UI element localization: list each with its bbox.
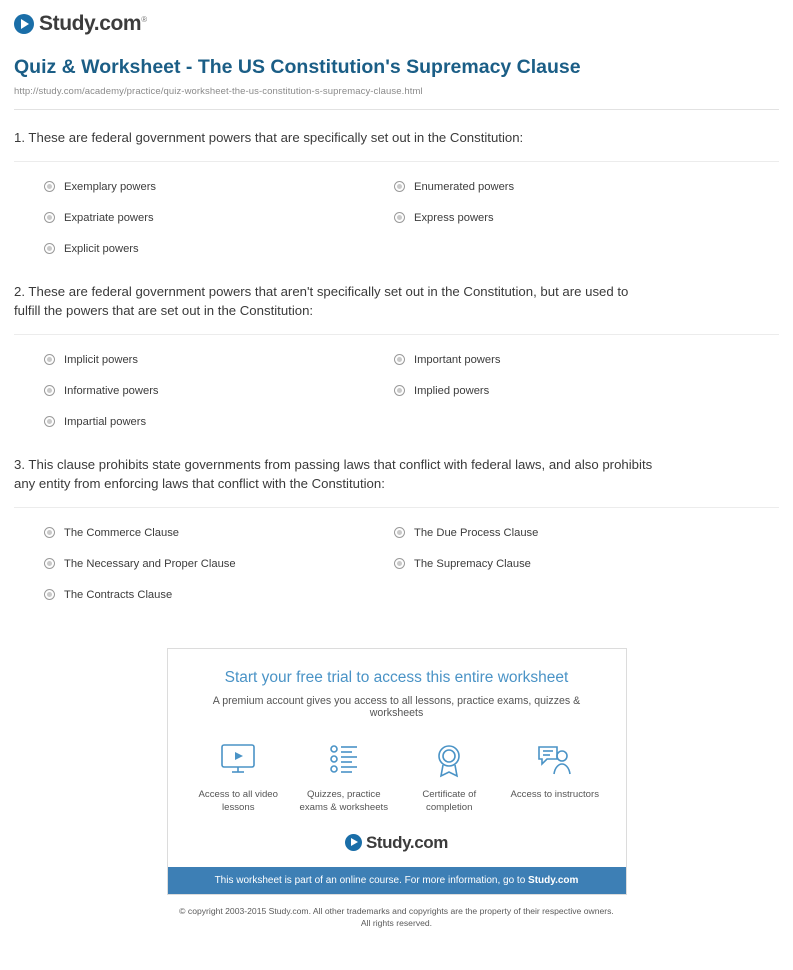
answer-option-label: The Commerce Clause xyxy=(64,527,180,540)
radio-button-icon[interactable] xyxy=(394,527,405,538)
answer-option-label: Implicit powers xyxy=(64,354,138,367)
answer-option-label: Impartial powers xyxy=(64,415,147,428)
promo-perks xyxy=(186,739,608,815)
question-divider xyxy=(14,334,779,335)
copyright-line-2: All rights reserved. xyxy=(360,918,433,929)
answer-options xyxy=(14,172,779,264)
site-logo-text: Study.com® xyxy=(39,12,147,35)
promo-subtitle: A premium account gives you access to all lessons, practice exams, quizzes & worksheets xyxy=(212,695,581,720)
perk-label: Quizzes, practice exams & worksheets xyxy=(299,789,388,814)
answer-option-label: The Contracts Clause xyxy=(64,588,173,601)
radio-button-icon[interactable] xyxy=(44,212,55,223)
question-divider xyxy=(14,507,779,508)
answer-option[interactable] xyxy=(364,203,779,234)
play-circle-icon xyxy=(14,14,34,34)
answer-option-label: Enumerated powers xyxy=(414,181,515,194)
answer-option[interactable] xyxy=(14,376,364,407)
radio-button-icon[interactable] xyxy=(44,589,55,600)
answer-option[interactable] xyxy=(364,376,779,407)
copyright-line-1: © copyright 2003-2015 Study.com. All other trademarks and copyrights are the property of their respective owners. xyxy=(179,905,614,916)
page-title: Quiz & Worksheet - The US Constitution's Supremacy Clause xyxy=(14,56,581,78)
answer-option-label: The Due Process Clause xyxy=(414,527,539,540)
answer-option-label: Exemplary powers xyxy=(64,181,157,194)
copyright-footer xyxy=(0,905,793,930)
answer-option[interactable] xyxy=(364,549,779,580)
perk-label: Access to instructors xyxy=(510,789,599,801)
perk-label: Certificate of completion xyxy=(422,789,477,814)
radio-button-icon[interactable] xyxy=(44,181,55,192)
document-header xyxy=(0,36,793,97)
perk-item xyxy=(502,739,608,815)
answer-option[interactable] xyxy=(14,518,364,549)
answer-option[interactable] xyxy=(364,518,779,549)
source-url: http://study.com/academy/practice/quiz-worksheet-the-us-constitution-s-supremacy-clause.html xyxy=(14,86,423,98)
question-block xyxy=(14,437,779,610)
radio-button-icon[interactable] xyxy=(394,212,405,223)
perk-item xyxy=(397,739,503,815)
answer-options xyxy=(14,518,779,610)
answer-option-label: Informative powers xyxy=(64,384,159,397)
answer-option[interactable] xyxy=(14,580,364,611)
play-circle-icon xyxy=(345,834,362,851)
trademark-symbol: ® xyxy=(141,15,147,24)
question-block xyxy=(14,110,779,264)
answer-option[interactable] xyxy=(14,549,364,580)
answer-option-label: Expatriate powers xyxy=(64,212,154,225)
promo-logo[interactable] xyxy=(186,833,608,853)
answer-option[interactable] xyxy=(14,203,364,234)
checklist-icon xyxy=(295,739,393,781)
question-text: 1. These are federal government powers that are specifically set out in the Constitution: xyxy=(14,130,524,146)
questions-list xyxy=(0,110,793,610)
answer-option-label: The Necessary and Proper Clause xyxy=(64,557,236,570)
question-block xyxy=(14,264,779,437)
promo-bar-text: This worksheet is part of an online course. For more information, go to xyxy=(214,874,529,886)
certificate-badge-icon xyxy=(401,739,499,781)
answer-option-label: Implied powers xyxy=(414,384,490,397)
question-text: 3. This clause prohibits state governments from passing laws that conflict with federal laws, and also prohibits any entity from enforcing laws that conflict with the Constitution: xyxy=(14,457,653,492)
perk-item xyxy=(291,739,397,815)
answer-option[interactable] xyxy=(14,172,364,203)
answer-option-label: Express powers xyxy=(414,212,494,225)
promo-card-wrapper xyxy=(0,648,793,895)
answer-option[interactable] xyxy=(14,345,364,376)
promo-title: Start your free trial to access this entire worksheet xyxy=(224,669,569,687)
perk-item xyxy=(186,739,292,815)
radio-button-icon[interactable] xyxy=(44,385,55,396)
answer-option-label: The Supremacy Clause xyxy=(414,557,531,570)
radio-button-icon[interactable] xyxy=(44,354,55,365)
answer-option[interactable] xyxy=(14,234,364,265)
radio-button-icon[interactable] xyxy=(394,181,405,192)
video-monitor-icon xyxy=(190,739,288,781)
answer-option-label: Explicit powers xyxy=(64,242,139,255)
radio-button-icon[interactable] xyxy=(394,385,405,396)
radio-button-icon[interactable] xyxy=(44,558,55,569)
perk-label: Access to all video lessons xyxy=(198,789,278,814)
answer-option[interactable] xyxy=(364,172,779,203)
radio-button-icon[interactable] xyxy=(394,558,405,569)
answer-option[interactable] xyxy=(14,407,364,438)
radio-button-icon[interactable] xyxy=(394,354,405,365)
promo-footer-bar xyxy=(168,867,626,894)
promo-bar-link[interactable]: Study.com xyxy=(528,874,579,886)
free-trial-promo-card xyxy=(167,648,627,895)
site-logo[interactable] xyxy=(0,0,793,36)
question-text: 2. These are federal government powers that aren't specifically set out in the Constitution, but are used to fulfill the powers that are set out in the Constitution: xyxy=(14,284,629,319)
answer-option[interactable] xyxy=(364,345,779,376)
radio-button-icon[interactable] xyxy=(44,243,55,254)
promo-logo-text: Study.com xyxy=(365,832,449,852)
instructor-chat-icon xyxy=(506,739,604,781)
question-divider xyxy=(14,161,779,162)
radio-button-icon[interactable] xyxy=(44,416,55,427)
answer-option-label: Important powers xyxy=(414,354,501,367)
answer-options xyxy=(14,345,779,437)
radio-button-icon[interactable] xyxy=(44,527,55,538)
